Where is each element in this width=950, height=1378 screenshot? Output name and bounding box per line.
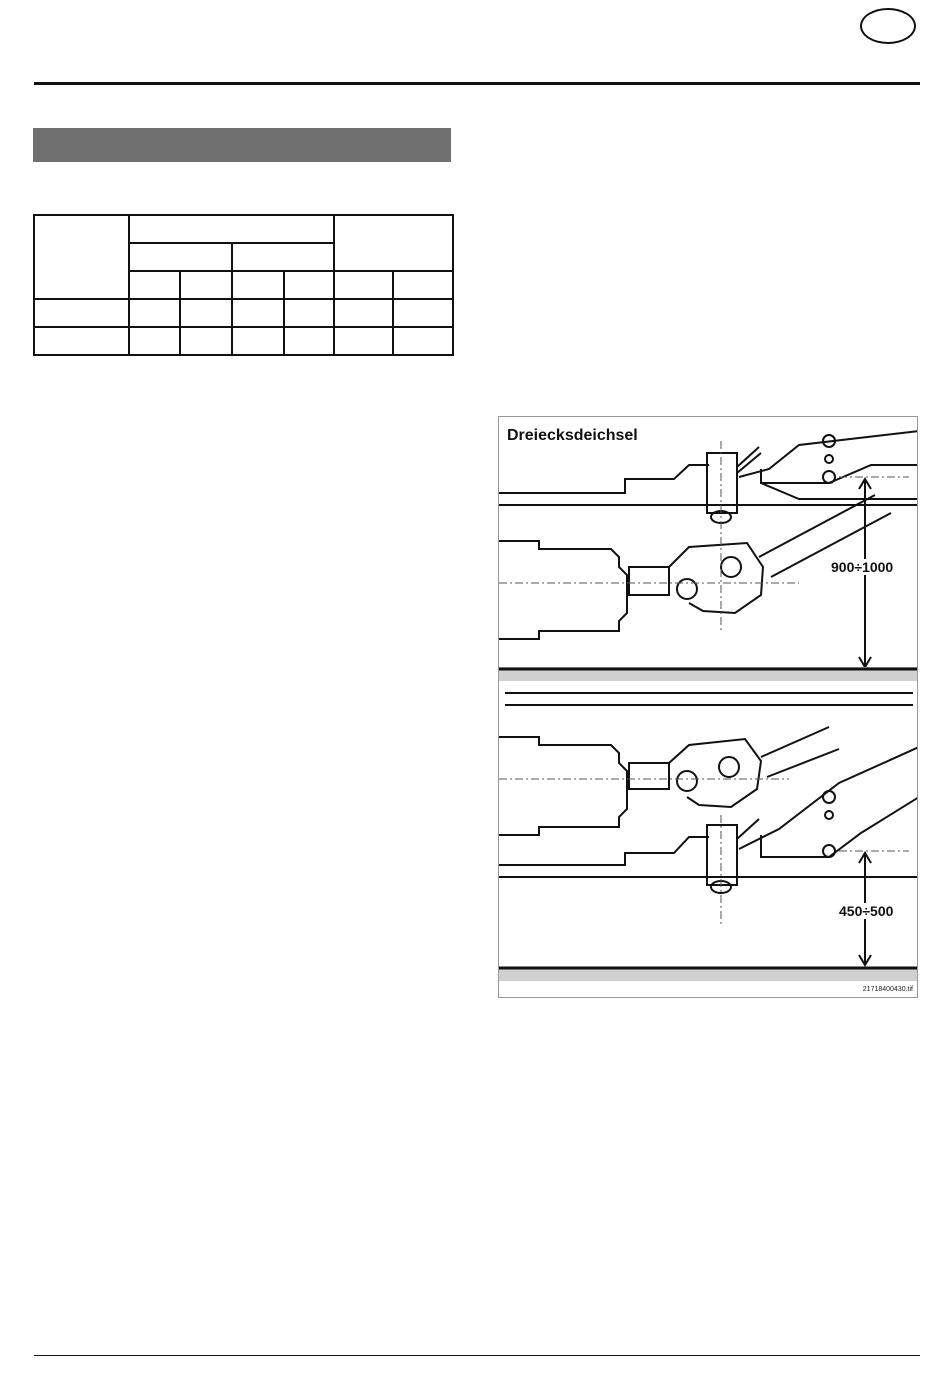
footer-divider <box>34 1355 920 1356</box>
table-cell <box>34 327 129 355</box>
table-header-cell <box>334 271 393 299</box>
table-header-cell <box>232 271 284 299</box>
table-header-cell <box>129 215 334 243</box>
header-divider <box>34 82 920 85</box>
table-cell <box>232 327 284 355</box>
spec-table <box>33 214 454 356</box>
table-cell <box>393 327 453 355</box>
table-header-cell <box>232 243 334 271</box>
table-cell <box>334 299 393 327</box>
table-cell <box>180 299 232 327</box>
table-header-cell <box>334 215 453 271</box>
table-cell <box>334 327 393 355</box>
table-cell <box>393 299 453 327</box>
table-cell <box>129 299 180 327</box>
table-cell <box>284 299 334 327</box>
table-header-cell <box>129 271 180 299</box>
table-cell <box>34 299 129 327</box>
table-cell <box>180 327 232 355</box>
dimension-label-top: 900÷1000 <box>831 559 894 575</box>
table-cell <box>284 327 334 355</box>
table-header-cell <box>180 271 232 299</box>
table-row <box>34 327 453 355</box>
section-header-bar <box>33 128 451 162</box>
table-header-cell <box>393 271 453 299</box>
table-row <box>34 299 453 327</box>
figure-title: Dreiecksdeichsel <box>507 427 638 444</box>
table-cell <box>129 327 180 355</box>
language-badge <box>860 8 916 44</box>
table-header-cell <box>34 215 129 299</box>
drawbar-figure <box>498 416 918 998</box>
table-header-cell <box>284 271 334 299</box>
dimension-label-bottom: 450÷500 <box>839 903 894 919</box>
table-header-cell <box>129 243 232 271</box>
table-cell <box>232 299 284 327</box>
figure-code: 21718400430.tif <box>862 986 913 993</box>
